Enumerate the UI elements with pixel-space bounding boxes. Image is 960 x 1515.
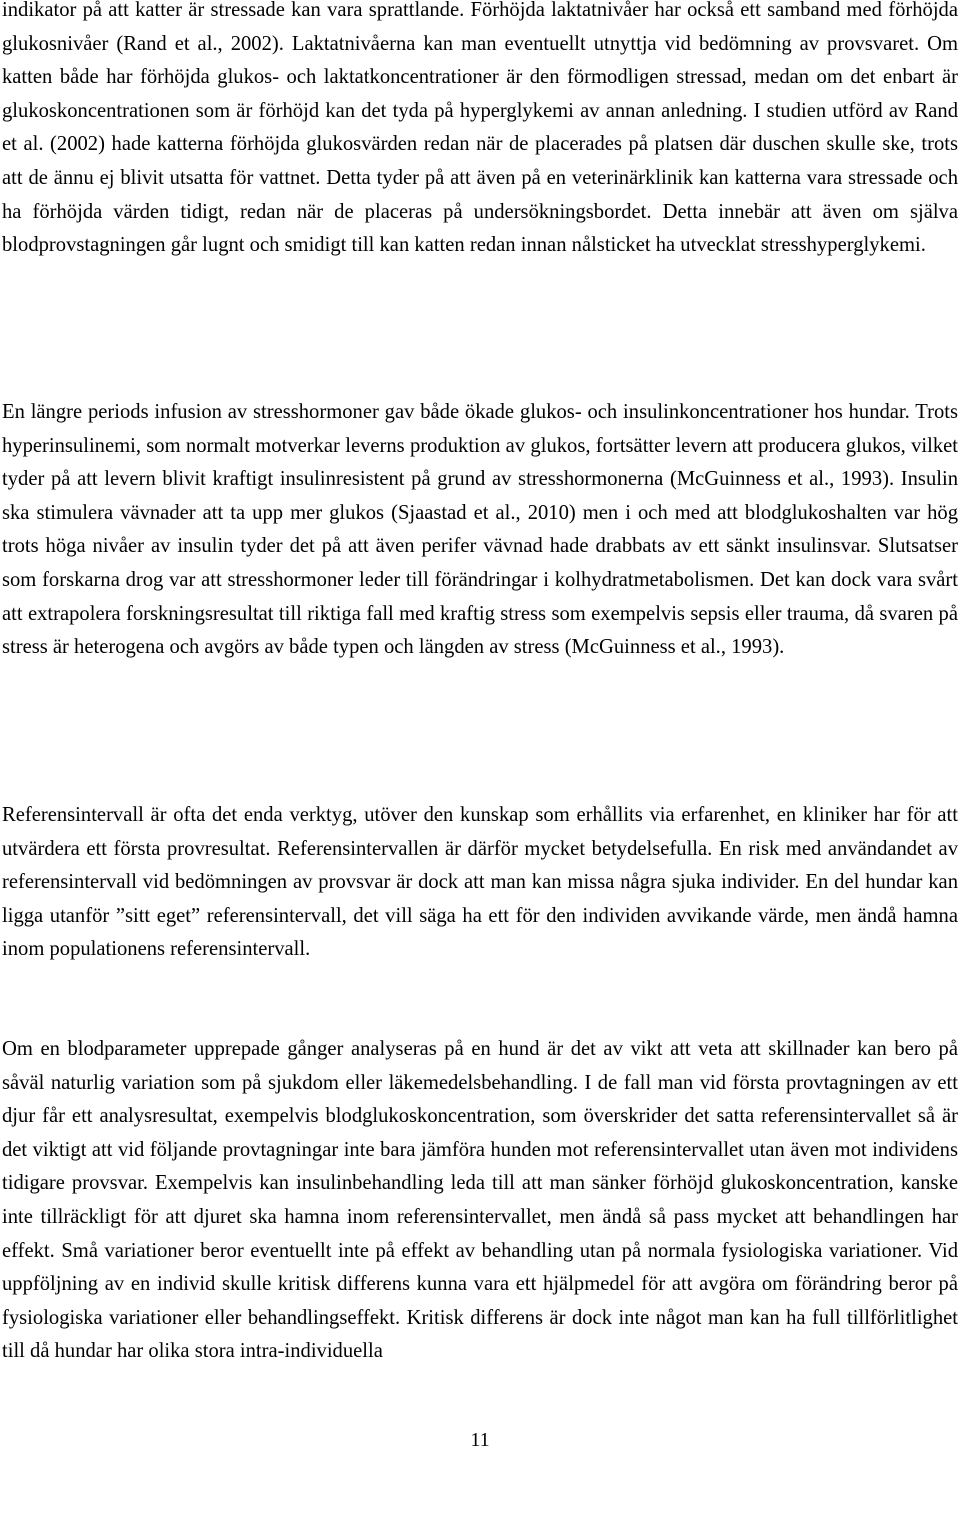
- paragraph-stress-hormones: En längre periods infusion av stresshormoner gav både ökade glukos- och insulinkoncentrationer hos hundar. Trots hyperinsulinemi, som normalt motverkar leverns produktion av glukos, fortsätter levern att producera glukos, vilket tyder på att levern blivit kraftigt insulinresistent på grund av stresshormonerna (McGuinness et al., 1993). Insulin ska stimulera vävnader att ta upp mer glukos (Sjaastad et al., 2010) men i och med att blodglukoshalten var hög trots höga nivåer av insulin tyder det på att även perifer vävnad hade drabbats av ett sänkt insulinsvar. Slutsatser som forskarna drog var att stresshormoner leder till förändringar i kolhydratmetabolismen. Det kan dock vara svårt att extrapolera forskningsresultat till riktiga fall med kraftig stress som exempelvis sepsis eller trauma, då svaren på stress är heterogena och avgörs av både typen och längden av stress (McGuinness et al., 1993).: [2, 401, 958, 659]
- page-number: 11: [470, 1429, 490, 1451]
- paragraph-stress-lactate: indikator på att katter är stressade kan vara sprattlande. Förhöjda laktatnivåer har också ett samband med förhöjda glukosnivåer (Rand et al., 2002). Laktatnivåerna kan man eventuellt utnyttja vid bedömning av provsvaret. Om katten både har förhöjda glukos- och laktatkoncentrationer är den förmodligen stressad, medan om det enbart är glukoskoncentrationen som är förhöjd kan det tyda på hyperglykemi av annan anledning. I studien utförd av Rand et al. (2002) hade katterna förhöjda glukosvärden redan när de placerades på platsen där duschen skulle ske, trots att de ännu ej blivit utsatta för vattnet. Detta tyder på att även på en veterinärklinik kan katterna vara stressade och ha förhöjda värden tidigt, redan när de placeras på undersökningsbordet. Detta innebär att även om själva blodprovstagningen går lugnt och smidigt till kan katten redan innan nålsticket ha utvecklat stresshyperglykemi.: [2, 0, 958, 257]
- paragraph-reference-intervals: Referensintervall är ofta det enda verktyg, utöver den kunskap som erhållits via erfarenhet, en kliniker har för att utvärdera ett första provresultat. Referensintervallen är därför mycket betydelsefulla. En risk med användandet av referensintervall vid bedömningen av provsvar är dock att man kan missa några sjuka individer. En del hundar kan ligga utanför ”sitt eget” referensintervall, det vill säga ha ett för den individen avvikande värde, men ändå hamna inom populationens referensintervall.: [2, 804, 958, 961]
- paragraph-critical-difference: Om en blodparameter upprepade gånger analyseras på en hund är det av vikt att veta att skillnader kan bero på såväl naturlig variation som på sjukdom eller läkemedelsbehandling. I de fall man vid första provtagningen av ett djur får ett analysresultat, exempelvis blodglukoskoncentration, som överskrider det satta referensintervallet så är det viktigt att vid följande provtagningar inte bara jämföra hunden mot referensintervallet utan även mot individens tidigare provsvar. Exempelvis kan insulinbehandling leda till att man sänker förhöjd glukoskoncentration, kanske inte tillräckligt för att djuret ska hamna inom referensintervallet, men ändå så pass mycket att behandlingen har effekt. Små variationer beror eventuellt inte på effekt av behandling utan på normala fysiologiska variationer. Vid uppföljning av en individ skulle kritisk differens kunna vara ett hjälpmedel för att avgöra om förändring beror på fysiologiska variationer eller behandlingseffekt. Kritisk differens är dock inte något man kan ha full tillförlitlighet till då hundar har olika stora intra-individuella: [2, 1038, 958, 1363]
